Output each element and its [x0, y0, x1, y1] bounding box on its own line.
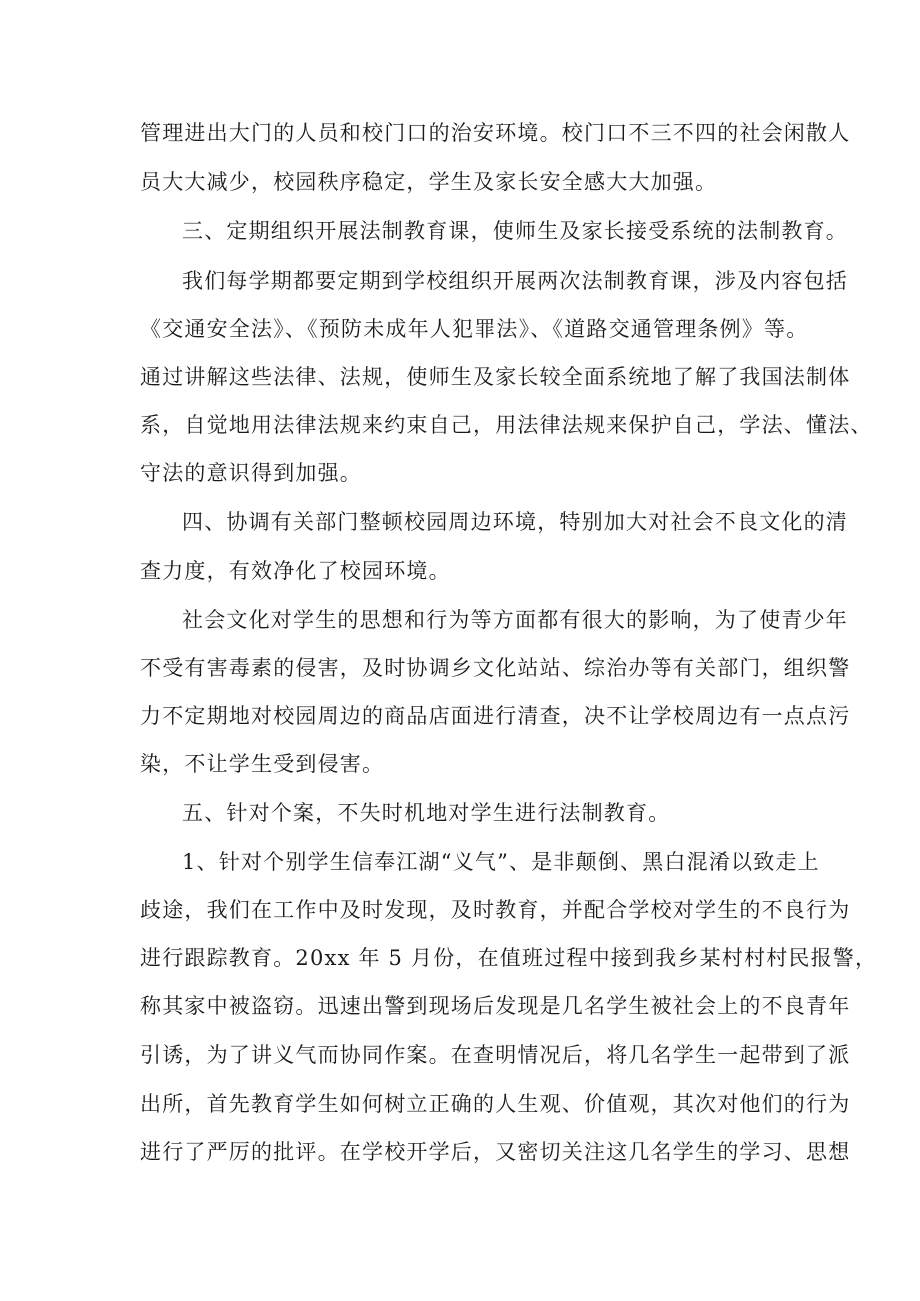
text-line: 查力度，有效净化了校园环境。	[140, 559, 451, 583]
text-line: 管理进出大门的人员和校门口的治安环境。校门口不三不四的社会闲散人	[140, 121, 851, 145]
text-line: 通过讲解这些法律、法规，使师生及家长较全面系统地了解了我国法制体	[140, 365, 851, 389]
section-heading: 三、定期组织开展法制教育课，使师生及家长接受系统的法制教育。	[182, 219, 848, 243]
text-line: 歧途，我们在工作中及时发现，及时教育，并配合学校对学生的不良行为	[140, 898, 851, 922]
text-line: 出所，首先教育学生如何树立正确的人生观、价值观，其次对他们的行为	[140, 1092, 851, 1116]
text-line: 我们每学期都要定期到学校组织开展两次法制教育课，涉及内容包括	[182, 269, 848, 293]
text-line: 不受有害毒素的侵害，及时协调乡文化站站、综治办等有关部门，组织警	[140, 656, 851, 680]
text-line: 员大大减少，校园秩序稳定，学生及家长安全感大大加强。	[140, 170, 718, 194]
text-line: 力不定期地对校园周边的商品店面进行清查，决不让学校周边有一点点污	[140, 704, 851, 728]
text-line: 进行跟踪教育。20xx 年 5 月份，在值班过程中接到我乡某村村村民报警，	[140, 946, 878, 970]
text-line: 进行了严厉的批评。在学校开学后，又密切关注这几名学生的学习、思想	[140, 1140, 851, 1164]
text-line: 守法的意识得到加强。	[140, 461, 362, 485]
text-line: 系，自觉地用法律法规来约束自己，用法律法规来保护自己，学法、懂法、	[140, 413, 873, 437]
text-line: 称其家中被盗窃。迅速出警到现场后发现是几名学生被社会上的不良青年	[140, 994, 851, 1018]
section-heading: 五、针对个案，不失时机地对学生进行法制教育。	[182, 801, 671, 825]
text-line: 《交通安全法》、《预防未成年人犯罪法》、《道路交通管理条例》等。	[140, 317, 809, 341]
text-line: 1、针对个别学生信奉江湖“义气”、是非颠倒、黑白混淆以致走上	[182, 850, 820, 874]
section-heading: 四、协调有关部门整顿校园周边环境，特别加大对社会不良文化的清	[182, 510, 848, 534]
text-line: 染，不让学生受到侵害。	[140, 752, 385, 776]
text-line: 社会文化对学生的思想和行为等方面都有很大的影响，为了使青少年	[182, 608, 848, 632]
text-line: 引诱，为了讲义气而协同作案。在查明情况后，将几名学生一起带到了派	[140, 1043, 851, 1067]
